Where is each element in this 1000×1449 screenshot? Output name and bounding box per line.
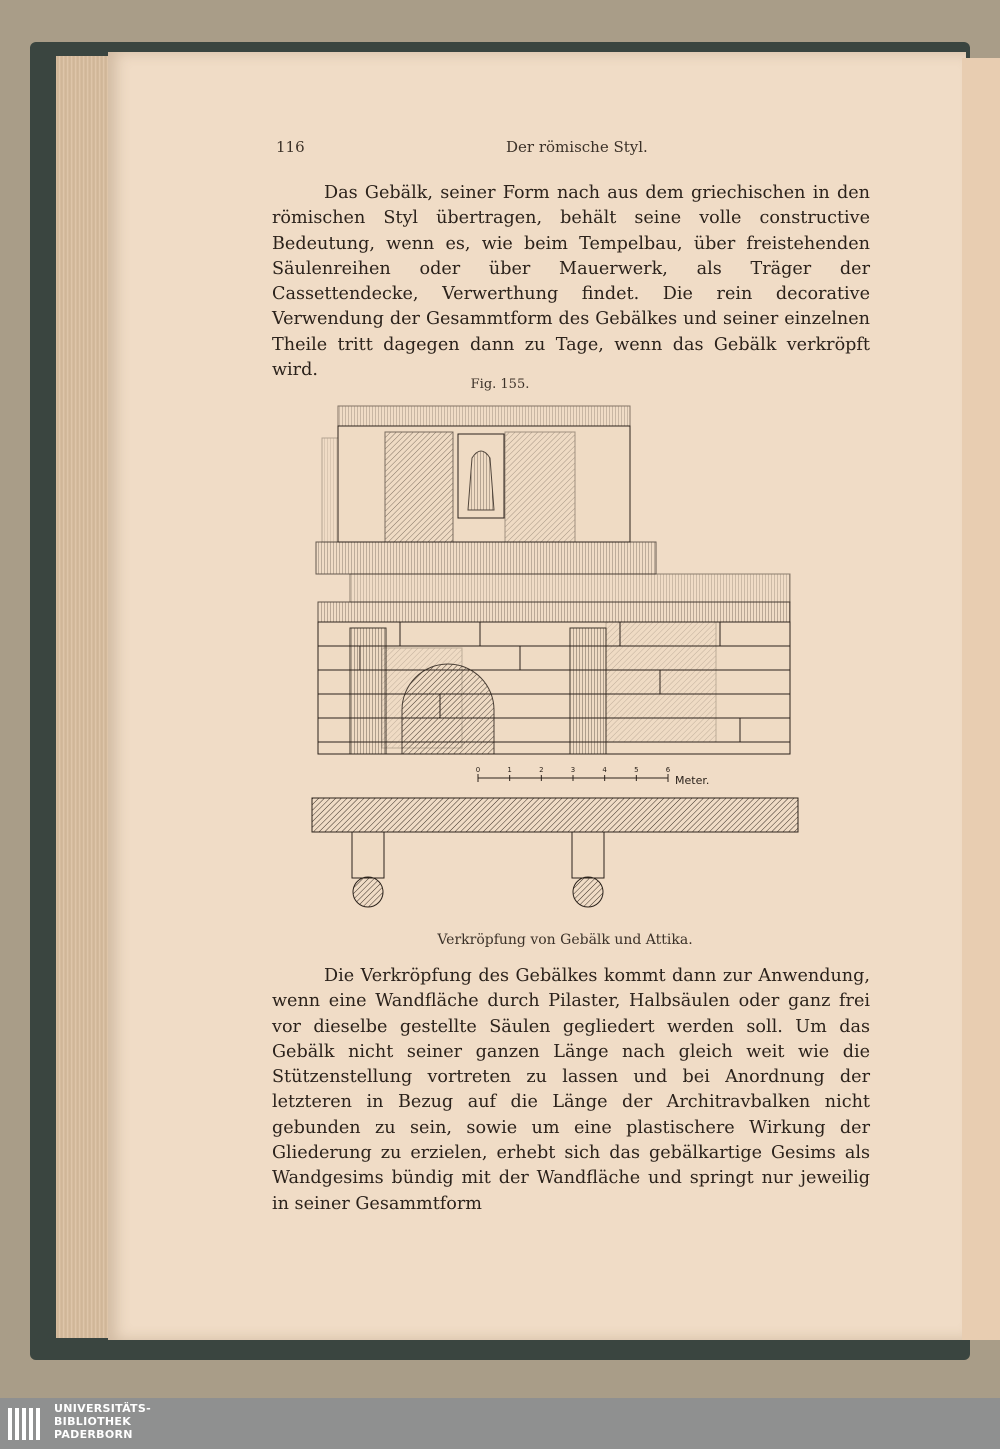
scale-label: Meter.: [675, 774, 710, 787]
next-page-edge: [962, 58, 1000, 1340]
masonry-wall: [318, 622, 790, 754]
scale-tick-label: 0: [475, 766, 481, 774]
library-footer: [0, 1398, 1000, 1449]
library-name: [54, 1402, 151, 1441]
scale-ticks: [476, 766, 671, 781]
figure-caption: Verkröpfung von Gebälk und Attika.: [437, 932, 693, 948]
library-logo-icon: [6, 1404, 46, 1444]
entablature: [316, 542, 790, 622]
library-name-line-1: UNIVERSITÄTS-: [54, 1402, 151, 1415]
plan-view: [312, 798, 798, 907]
paragraph-2-block: [272, 964, 870, 1217]
scale-tick-label: 4: [602, 766, 607, 774]
page-edges: [56, 56, 116, 1338]
scale-tick-label: 5: [634, 766, 639, 774]
library-name-line-3: PADERBORN: [54, 1428, 133, 1441]
figure-label: Fig. 155.: [470, 377, 530, 392]
figure-155-engraving: [300, 398, 810, 918]
library-name-line-2: BIBLIOTHEK: [54, 1415, 132, 1428]
paragraph-2: Die Verkröpfung des Gebälkes kommt dann zur Anwendung, wenn eine Wandfläche durch Pilaster, Halbsäulen oder ganz frei vor dieselbe gestellte Säulen gegliedert werden soll. Um das Gebälk nicht seiner ganzen Länge nach gleich weit wie die Stützenstellung vortreten zu lassen und bei Anordnung der letzteren in Bezug auf die Länge der Architravbalken nicht gebunden zu sein, sowie um eine plastischere Wirkung der Gliederung zu erzielen, erhebt sich das gebälkartige Gesims als Wandgesims bündig mit der Wandfläche und springt nur jeweilig in seiner Gesammtform: [272, 966, 870, 1214]
paragraph-1-block: [272, 181, 870, 383]
scale-tick-label: 1: [507, 766, 512, 774]
page-number: 116: [276, 138, 305, 156]
attic: [322, 406, 630, 542]
paragraph-1: Das Gebälk, seiner Form nach aus dem griechischen in den römischen Styl übertragen, behält seine volle constructive Bedeutung, wenn es, wie beim Tempelbau, über freistehenden Säulenreihen oder über Mauerwerk, als Träger der Cassettendecke, Verwerthung findet. Die rein decorative Verwendung der Gesammtform des Gebälkes und seiner einzelnen Theile tritt dagegen dann zu Tage, wenn das Gebälk verkröpft wird.: [272, 183, 870, 381]
scale-tick-label: 3: [570, 766, 576, 774]
scale-tick-label: 2: [539, 766, 544, 774]
running-title: Der römische Styl.: [506, 138, 648, 156]
scale-tick-label: 6: [665, 766, 671, 774]
